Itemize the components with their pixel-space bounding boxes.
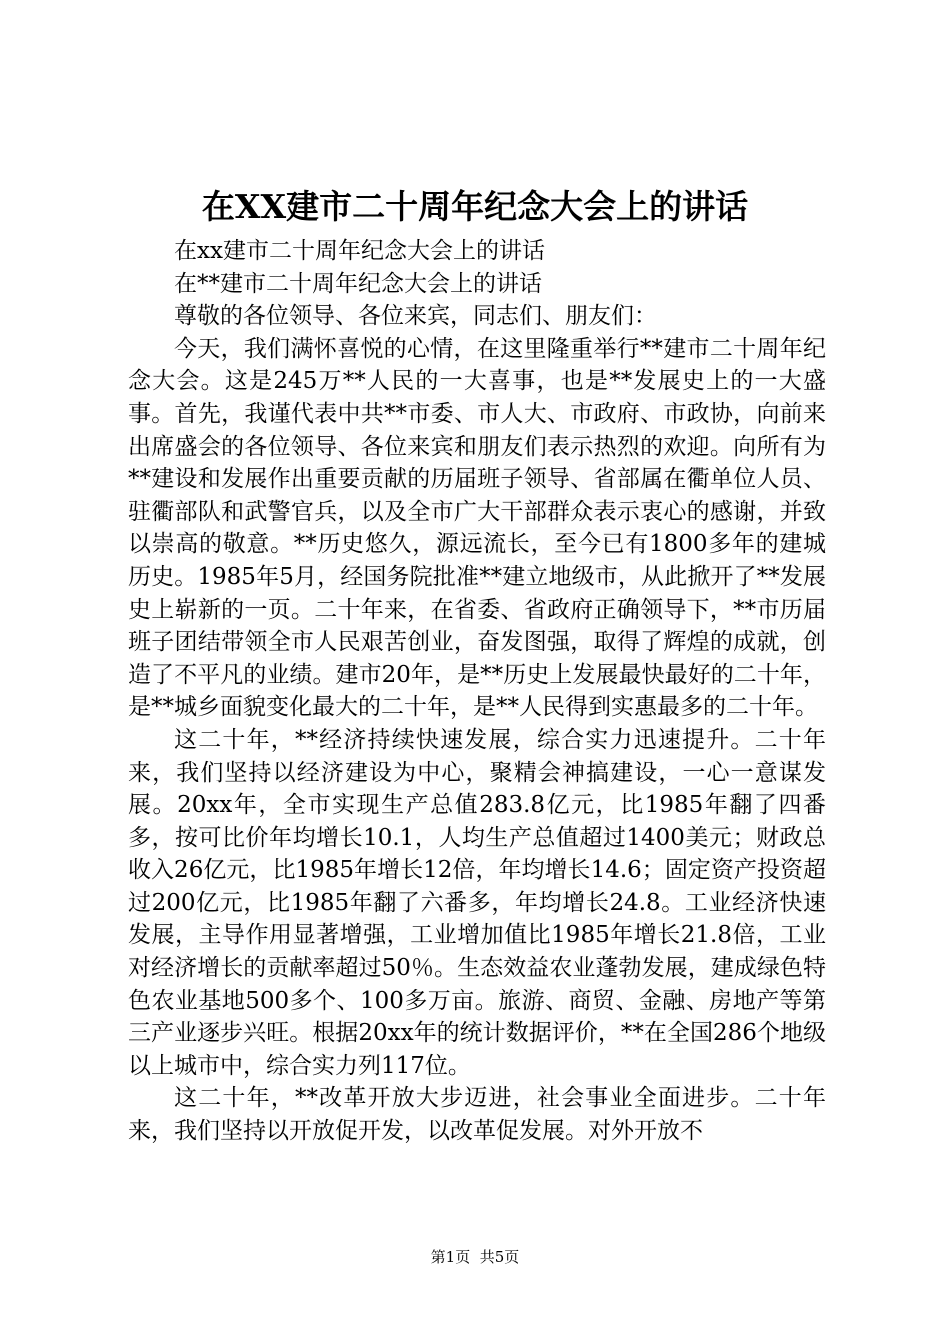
page-number: 第1页 [430, 1248, 471, 1266]
paragraph-opening: 今天，我们满怀喜悦的心情，在这里隆重举行**建市二十周年纪念大会。这是245万**人民的一大喜事，也是**发展史上的一大盛事。首先，我谨代表中共**市委、市人大、市政府、市政协，向前来出席盛会的各位领导、各位来宾和朋友们表示热烈的欢迎。向所有为**建设和发展作出重要贡献的历届班子领导、省部属在衢单位人员、驻衢部队和武警官兵，以及全市广大干部群众表示衷心的感谢，并致以崇高的敬意。**历史悠久，源远流长，至今已有1800多年的建城历史。1985年5月，经国务院批准**建立地级市，从此掀开了**发展史上崭新的一页。二十年来，在省委、省政府正确领导下，**市历届班子团结带领全市人民艰苦创业，奋发图强，取得了辉煌的成就，创造了不平凡的业绩。建市20年，是**历史上发展最快最好的二十年，是**城乡面貌变化最大的二十年，是**人民得到实惠最多的二十年。 [128, 335, 826, 721]
paragraph-reform: 这二十年，**改革开放大步迈进，社会事业全面进步。二十年来，我们坚持以开放促开发，以改革促发展。对外开放不 [128, 1085, 826, 1145]
document-title: 在XX建市二十周年纪念大会上的讲话 [201, 187, 749, 226]
paragraph-salutation: 尊敬的各位领导、各位来宾，同志们、朋友们： [174, 303, 657, 330]
paragraph-economy: 这二十年，**经济持续快速发展，综合实力迅速提升。二十年来，我们坚持以经济建设为中心，聚精会神搞建设，一心一意谋发展。20xx年，全市实现生产总值283.8亿元，比1985年翻了四番多，按可比价年均增长10.1，人均生产总值超过1400美元；财政总收入26亿元，比1985年增长12倍，年均增长14.6；固定资产投资超过200亿元，比1985年翻了六番多，年均增长24.8。工业经济快速发展，主导作用显著增强，工业增加值比1985年增长21.8倍，工业对经济增长的贡献率超过50％。生态效益农业蓬勃发展，建成绿色特色农业基地500多个、100多万亩。旅游、商贸、金融、房地产等第三产业逐步兴旺。根据20xx年的统计数据评价，**在全国286个地级以上城市中，综合实力列117位。 [128, 726, 826, 1079]
paragraph-heading-1: 在xx建市二十周年纪念大会上的讲话 [174, 238, 545, 264]
page-footer [0, 1247, 950, 1267]
footer-spacer [470, 1248, 480, 1266]
document-body [128, 235, 826, 1148]
page-total: 共5页 [479, 1248, 520, 1266]
paragraph-heading-2: 在**建市二十周年纪念大会上的讲话 [174, 270, 542, 297]
